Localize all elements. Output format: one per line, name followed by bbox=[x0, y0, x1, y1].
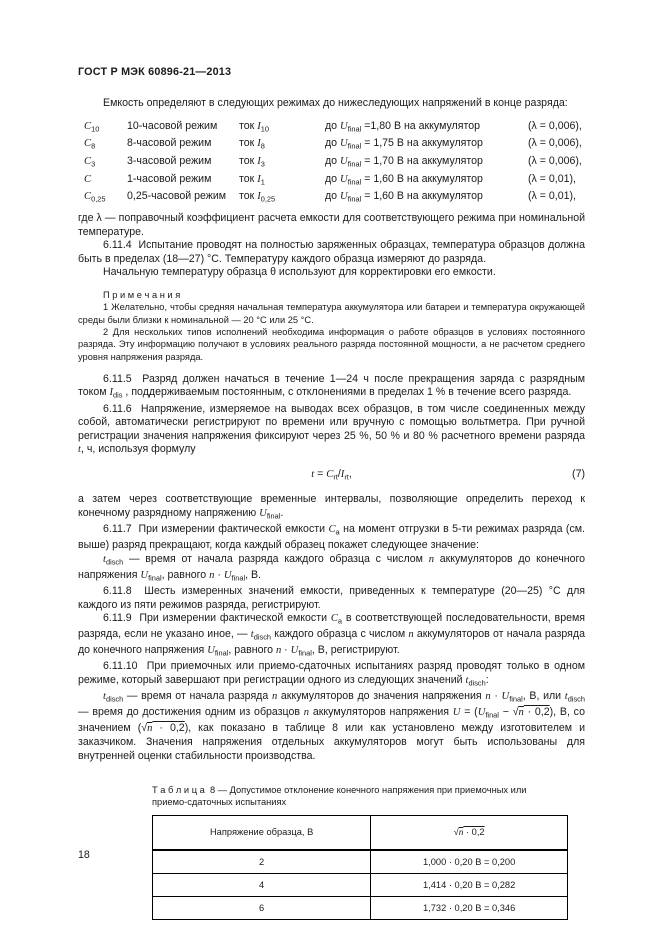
text-segment: final bbox=[509, 694, 523, 704]
discharge-mode-row bbox=[78, 189, 585, 207]
lambda-definition-paragraph bbox=[78, 212, 585, 239]
mode-cell-mode bbox=[127, 119, 239, 137]
text-segment: — время от начала разряда каждого образца с числом bbox=[123, 552, 429, 565]
text-segment: ), В, со значением ( bbox=[78, 706, 585, 735]
text-segment: final bbox=[347, 159, 362, 169]
text-segment: 0,25-часовой режим bbox=[127, 190, 227, 203]
text-segment: I bbox=[257, 138, 261, 150]
text-segment: dis bbox=[113, 390, 123, 400]
text-segment: 8 bbox=[260, 141, 265, 151]
text-segment: disch bbox=[468, 678, 486, 688]
text-segment: rt bbox=[344, 472, 349, 482]
text-segment: n bbox=[518, 707, 524, 719]
discharge-mode-row bbox=[78, 154, 585, 172]
text-segment: C bbox=[84, 156, 92, 167]
text-segment: (λ = 0,006), bbox=[528, 137, 582, 150]
text-segment: n bbox=[428, 553, 434, 565]
text-segment: ток bbox=[239, 137, 258, 150]
text-segment: C bbox=[326, 468, 334, 480]
mode-cell-volt bbox=[325, 172, 528, 190]
text-segment: disch bbox=[567, 694, 585, 704]
acceptance-t-disch-paragraph bbox=[78, 690, 585, 763]
mode-cell-sym bbox=[78, 154, 127, 172]
text-segment: Емкость определяют в следующих режимах до нижеследующих напряжений в конце разряда: bbox=[103, 97, 568, 109]
table8-cell: 1,732 · 0,20 В = 0,346 bbox=[371, 896, 568, 919]
text-segment: до bbox=[325, 137, 341, 150]
text-segment: t bbox=[564, 691, 568, 703]
table8 bbox=[152, 815, 568, 920]
text-segment: до bbox=[325, 172, 341, 185]
mode-cell-sym bbox=[78, 136, 127, 154]
text-segment: . bbox=[280, 507, 284, 520]
text-segment: U bbox=[340, 191, 348, 203]
text-segment: n bbox=[271, 691, 278, 703]
mode-cell-mode bbox=[127, 154, 239, 172]
text-segment: аккумуляторов от начала разряда до конечного напряжения bbox=[78, 628, 585, 657]
text-segment: final bbox=[298, 648, 312, 658]
text-segment: ток bbox=[239, 155, 258, 167]
text-segment: 6.11.4 Испытание проводят на полностью заряженных образцах, температура образцов должна быть в пределах (18—27) °С. Температуру каждого образца измеряют до разряда. bbox=[78, 239, 585, 265]
text-segment: U bbox=[223, 569, 232, 581]
mode-cell-sym bbox=[78, 189, 127, 207]
text-segment: ток bbox=[239, 119, 258, 132]
text-segment: final bbox=[347, 124, 362, 134]
text-segment: Т а б л и ц а 8 — Допустимое отклонение конечного напряжения при приемочных или приемо-сдаточных испытаниях bbox=[152, 785, 527, 808]
text-segment: 10 bbox=[260, 124, 269, 134]
text-segment: , В, или bbox=[522, 690, 565, 703]
text-segment: final bbox=[485, 710, 499, 720]
mode-cell-volt bbox=[325, 119, 528, 137]
text-segment: (λ = 0,01), bbox=[528, 190, 576, 203]
text-segment: n bbox=[303, 707, 310, 719]
text-segment: = 1,60 В на аккумулятор bbox=[361, 172, 483, 185]
notes-title bbox=[78, 289, 585, 301]
text-segment: = ( bbox=[460, 706, 478, 719]
text-segment: a bbox=[337, 616, 343, 626]
text-segment: · bbox=[490, 690, 502, 703]
text-segment: final bbox=[231, 573, 246, 583]
text-segment: final bbox=[266, 511, 281, 521]
discharge-mode-row bbox=[78, 172, 585, 190]
text-segment: final bbox=[148, 573, 162, 583]
mode-cell-mode bbox=[127, 172, 239, 190]
text-segment: 6.11.8 Шесть измеренных значений емкости, приведенных к температуре (20—25) °С для каждого из пяти режимов разряда, регистрируют. bbox=[78, 584, 585, 611]
text-segment: = 1,60 В на аккумулятор bbox=[361, 190, 483, 203]
text-segment: 6.11.10 При приемочных или приемо-сдаточных испытаниях разряд проводят только в одном режиме, который завершают при регистрации одного из следующих значений bbox=[78, 660, 585, 687]
text-segment: √ bbox=[141, 722, 148, 735]
text-segment: а затем через соответствующие временные интервалы, позволяющие определить переход к конечному разрядному напряжению bbox=[78, 493, 585, 520]
text-segment: t bbox=[103, 691, 106, 703]
text-segment: Начальную температуру образца θ используют для корректировки его емкости. bbox=[103, 266, 496, 279]
text-segment: Напряжение образца, В bbox=[209, 827, 314, 838]
text-segment: · bbox=[281, 644, 291, 657]
text-segment: в соответствующей последовательности, время разряда, если не указано иное, — bbox=[78, 612, 585, 641]
mode-cell-lam bbox=[528, 189, 585, 207]
text-segment: √ bbox=[512, 706, 519, 719]
text-segment: rt bbox=[333, 472, 338, 482]
text-segment: 1 bbox=[260, 177, 265, 187]
clause-6-11-9-paragraph bbox=[78, 612, 585, 660]
formula-body bbox=[311, 468, 352, 480]
text-segment: 3 bbox=[260, 159, 265, 169]
clause-6-11-8-paragraph bbox=[78, 585, 585, 612]
text-segment: t bbox=[250, 629, 254, 641]
text-segment: аккумуляторов до конечного напряжения bbox=[78, 552, 585, 581]
text-segment: n bbox=[408, 629, 414, 641]
mode-cell-lam bbox=[528, 154, 585, 172]
mode-cell-cur bbox=[239, 172, 325, 190]
text-segment: U bbox=[340, 156, 348, 167]
text-segment: 0,25 bbox=[260, 194, 276, 204]
text-segment: П р и м е ч а н и я bbox=[103, 290, 181, 301]
mode-cell-cur bbox=[239, 136, 325, 154]
text-segment: 0,25 bbox=[91, 194, 106, 204]
text-segment: на момент отгрузки в 5-ти режимах разряда (см. выше) разряд прекращают, когда каждый образец покажет следующее значение: bbox=[78, 523, 585, 552]
text-segment: U bbox=[140, 569, 149, 581]
text-segment: t bbox=[311, 468, 315, 480]
discharge-mode-row bbox=[78, 119, 585, 137]
mode-cell-mode bbox=[127, 136, 239, 154]
text-segment: / bbox=[337, 467, 341, 480]
text-segment: · 0,2 bbox=[152, 722, 185, 735]
text-segment: final bbox=[347, 194, 362, 204]
text-segment: , В, регистрируют. bbox=[311, 644, 400, 657]
clause-6-11-7-paragraph bbox=[78, 523, 585, 553]
text-segment: · bbox=[214, 568, 224, 581]
text-segment: =1,80 В на аккумулятор bbox=[361, 119, 480, 132]
text-segment: final bbox=[347, 141, 362, 151]
text-segment: каждого образца с числом bbox=[271, 628, 409, 641]
text-segment: t bbox=[103, 553, 106, 565]
table8-row bbox=[153, 873, 568, 896]
standard-code-header: ГОСТ Р МЭК 60896-21—2013 bbox=[78, 66, 232, 78]
text-segment: I bbox=[257, 173, 261, 185]
text-segment: − bbox=[498, 706, 513, 719]
text-segment: (λ = 0,006), bbox=[528, 155, 582, 167]
text-segment: 2 Для нескольких типов исполнений необходима информация о работе образцов в условиях постоянного разряда. Эту информацию получают в условиях реального разряда постоянной мощности, а не расчетом среднего уровня напряжения разряда. bbox=[78, 326, 585, 362]
text-segment: ), как показано в таблице 8 или как установлено между изготовителем и заказчиком. Значения напряжения отдельных аккумуляторов могут быть использованы для внутренней оценки стабильности производства. bbox=[78, 722, 585, 762]
text-segment: , В. bbox=[245, 568, 261, 581]
table8-cell: 1,414 · 0,20 В = 0,282 bbox=[371, 873, 568, 896]
document-content bbox=[78, 97, 585, 920]
text-segment: = 1,70 В на аккумулятор bbox=[361, 155, 483, 167]
text-segment: ток bbox=[239, 172, 258, 185]
text-segment: √ bbox=[453, 826, 459, 837]
text-segment: I bbox=[257, 156, 261, 167]
text-segment: C bbox=[84, 191, 92, 203]
formula-7 bbox=[78, 467, 585, 485]
text-segment: 6.11.9 При измерении фактической емкости bbox=[103, 612, 331, 625]
text-segment: n bbox=[458, 827, 464, 838]
text-segment: — время от начала разряда bbox=[123, 690, 272, 703]
table8-row bbox=[153, 850, 568, 874]
mode-cell-volt bbox=[325, 189, 528, 207]
text-segment: a bbox=[335, 527, 340, 537]
t-disch-definition-paragraph bbox=[78, 553, 585, 585]
text-segment: (λ = 0,01), bbox=[528, 172, 576, 185]
text-segment: 1-часовой режим bbox=[127, 172, 212, 185]
text-segment: U bbox=[340, 138, 348, 150]
discharge-mode-row bbox=[78, 136, 585, 154]
text-segment: U bbox=[501, 691, 510, 703]
text-segment: , ч, используя формулу bbox=[80, 443, 196, 456]
text-segment: U bbox=[259, 508, 267, 520]
text-segment: t bbox=[78, 444, 81, 456]
mode-cell-volt bbox=[325, 136, 528, 154]
after-formula-paragraph bbox=[78, 493, 585, 523]
text-segment: U bbox=[452, 707, 461, 719]
text-segment: U bbox=[477, 707, 486, 719]
text-segment: , поддерживаемым постоянным, с отклонениями в пределах 1 % в течение всего разряда. bbox=[122, 386, 572, 399]
mode-cell-sym bbox=[78, 119, 127, 137]
table8-caption bbox=[152, 784, 548, 808]
mode-cell-lam bbox=[528, 172, 585, 190]
text-segment: I bbox=[109, 387, 114, 399]
text-segment: disch bbox=[105, 694, 124, 704]
table8-cell: 4 bbox=[153, 873, 371, 896]
text-segment: C bbox=[330, 613, 338, 625]
text-segment: до bbox=[325, 190, 341, 203]
text-segment: 10-часовой режим bbox=[127, 119, 218, 132]
text-segment: n bbox=[147, 723, 153, 735]
table8-row bbox=[153, 896, 568, 919]
text-segment: до bbox=[325, 155, 341, 167]
text-segment: до bbox=[325, 119, 341, 132]
text-segment: , bbox=[348, 467, 352, 480]
text-segment: (λ = 0,006), bbox=[528, 119, 582, 132]
mode-cell-mode bbox=[127, 189, 239, 207]
text-segment: U bbox=[340, 173, 348, 185]
text-segment: disch bbox=[253, 632, 272, 642]
text-segment: I bbox=[340, 468, 345, 480]
text-segment: 1 Желательно, чтобы средняя начальная температура аккумулятора или батареи и температура окружающей среды были близки к номинальной — 20 °С или 25 °С. bbox=[78, 302, 585, 325]
mode-cell-cur bbox=[239, 189, 325, 207]
text-segment: : bbox=[485, 674, 489, 687]
text-segment: n bbox=[485, 691, 491, 703]
text-segment: C bbox=[328, 524, 336, 536]
text-segment: I bbox=[257, 120, 261, 132]
text-segment: 3 bbox=[91, 159, 96, 169]
text-segment: disch bbox=[105, 557, 124, 567]
text-segment: C bbox=[84, 138, 92, 150]
text-segment: 6.11.5 Разряд должен начаться в течение 1—24 ч после прекращения заряда с разрядным током bbox=[78, 372, 585, 399]
text-segment: · 0,2 bbox=[523, 706, 550, 719]
text-segment: = 1,75 В на аккумулятор bbox=[361, 137, 483, 150]
text-segment: n bbox=[209, 569, 215, 581]
table8-cell: 6 bbox=[153, 896, 371, 919]
text-segment: аккумуляторов напряжения bbox=[309, 706, 453, 719]
table8-cell: 2 bbox=[153, 850, 371, 874]
mode-cell-sym bbox=[78, 172, 127, 190]
text-segment: C bbox=[84, 173, 92, 185]
text-segment: , равного bbox=[161, 568, 210, 581]
text-segment: аккумуляторов до значения напряжения bbox=[277, 690, 486, 703]
text-segment: 6.11.6 Напряжение, измеряемое на выводах всех образцов, в том числе соединенных между собой, автоматически регистрируют по времени или вручную с помощью вольтметра. При ручной регистрации значения напряжения фиксируют через 25 %, 50 % и 80 % расчетного времени разряда bbox=[78, 402, 585, 442]
mode-cell-cur bbox=[239, 119, 325, 137]
text-segment: U bbox=[290, 645, 299, 657]
text-segment: — время до достижения одним из образцов bbox=[78, 706, 304, 719]
text-segment: где λ — поправочный коэффициент расчета емкости для соответствующего режима при номинальной температуре. bbox=[78, 212, 585, 238]
table8-header-cell bbox=[371, 815, 568, 850]
text-segment: 10 bbox=[91, 124, 100, 134]
page-number: 18 bbox=[78, 849, 90, 861]
clause-6-11-5-paragraph bbox=[78, 373, 585, 403]
clause-6-11-10-paragraph bbox=[78, 660, 585, 690]
table8-cell: 1,000 · 0,20 В = 0,200 bbox=[371, 850, 568, 874]
text-segment: t bbox=[465, 675, 469, 687]
text-segment: ток bbox=[239, 190, 258, 203]
text-segment: · 0,2 bbox=[463, 826, 485, 837]
table8-header-cell bbox=[153, 815, 371, 850]
text-segment: 3-часовой режим bbox=[127, 155, 212, 167]
note-2-paragraph bbox=[78, 326, 585, 363]
mode-cell-volt bbox=[325, 154, 528, 172]
text-segment: 8-часовой режим bbox=[127, 137, 212, 150]
mode-cell-cur bbox=[239, 154, 325, 172]
discharge-modes-list bbox=[78, 119, 585, 208]
text-segment: I bbox=[257, 191, 261, 203]
text-segment: final bbox=[347, 177, 362, 187]
text-segment: 6.11.7 При измерении фактической емкости bbox=[103, 523, 329, 536]
text-segment: U bbox=[207, 645, 215, 657]
text-segment: final bbox=[214, 648, 229, 658]
mode-cell-lam bbox=[528, 119, 585, 137]
table8-header-row bbox=[153, 815, 568, 850]
initial-temperature-paragraph bbox=[78, 266, 585, 280]
text-segment: 8 bbox=[91, 141, 96, 151]
note-1-paragraph bbox=[78, 301, 585, 326]
text-segment: , равного bbox=[228, 644, 276, 657]
intro-paragraph bbox=[78, 97, 585, 111]
text-segment: = bbox=[314, 467, 327, 480]
clause-6-11-4-paragraph bbox=[78, 239, 585, 266]
clause-6-11-6-paragraph bbox=[78, 403, 585, 457]
text-segment: U bbox=[340, 120, 348, 132]
formula-number: (7) bbox=[572, 467, 585, 480]
text-segment: n bbox=[275, 645, 282, 657]
text-segment: C bbox=[84, 120, 92, 132]
mode-cell-lam bbox=[528, 136, 585, 154]
